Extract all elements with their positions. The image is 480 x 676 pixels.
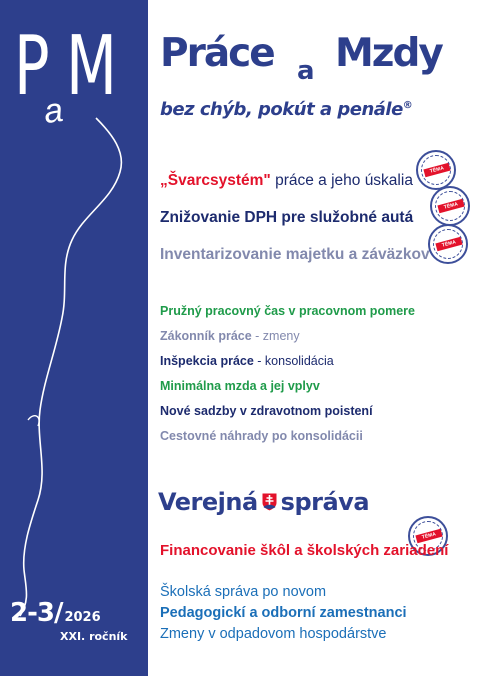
headline-svarcsystem — [160, 172, 413, 190]
section-heading — [158, 488, 369, 516]
issue-info — [10, 598, 128, 643]
title-word-prace: Práce — [160, 31, 274, 76]
pam-logo — [0, 0, 148, 676]
headline-dph: Znižovanie DPH pre služobné autá — [160, 209, 414, 226]
section-item-odpadove: Zmeny v odpadovom hospodárstve — [160, 626, 387, 642]
topic-stamp-icon — [416, 150, 456, 190]
section-item-skolska-sprava: Školská správa po novom — [160, 584, 327, 600]
section-item-financovanie: Financovanie škôl a školských zariadení — [160, 542, 449, 559]
topic-stamp-icon — [430, 186, 470, 226]
topic-item: Minimálna mzda a jej vplyv — [160, 379, 320, 393]
section-word-1: Verejná — [158, 488, 258, 516]
issue-volume: XXI. ročník — [60, 630, 128, 643]
title-connector-a: a — [297, 56, 315, 86]
topic-item: Cestovné náhrady po konsolidácii — [160, 429, 363, 443]
section-word-2: správa — [280, 488, 370, 516]
slovak-coat-of-arms-icon — [261, 492, 278, 512]
logo-letter-m: M — [66, 19, 117, 114]
logo-swirl-line — [0, 0, 148, 676]
stamp-label: TÉMA — [435, 237, 462, 251]
headline-red-part: „Švarcsystém" — [160, 172, 271, 189]
logo-letter-a: a — [41, 90, 66, 132]
tagline-text: bez chýb, pokút a penále — [160, 99, 403, 120]
registered-mark: ® — [402, 100, 413, 111]
headline-rest-part: práce a jeho úskalia — [270, 172, 413, 189]
stamp-label: TÉMA — [415, 529, 442, 543]
topic-item: Inšpekcia práce - konsolidácia — [160, 354, 334, 368]
issue-year: 2026 — [64, 610, 101, 625]
magazine-title — [160, 31, 470, 94]
topic-item: Zákonník práce - zmeny — [160, 329, 300, 343]
topic-item: Pružný pracovný čas v pracovnom pomere — [160, 304, 415, 318]
tagline — [160, 99, 412, 120]
topic-stamp-icon — [428, 224, 468, 264]
stamp-label: TÉMA — [423, 163, 450, 177]
topic-item: Nové sadzby v zdravotnom poistení — [160, 404, 373, 418]
stamp-label: TÉMA — [437, 199, 464, 213]
issue-number: 2-3/ — [10, 598, 63, 628]
title-word-mzdy: Mzdy — [335, 31, 442, 76]
section-item-pedagogicki: Pedagogickí a odborní zamestnanci — [160, 605, 407, 621]
logo-letter-p: P — [14, 19, 50, 114]
headline-inventarizovanie: Inventarizovanie majetku a záväzkov — [160, 246, 430, 263]
